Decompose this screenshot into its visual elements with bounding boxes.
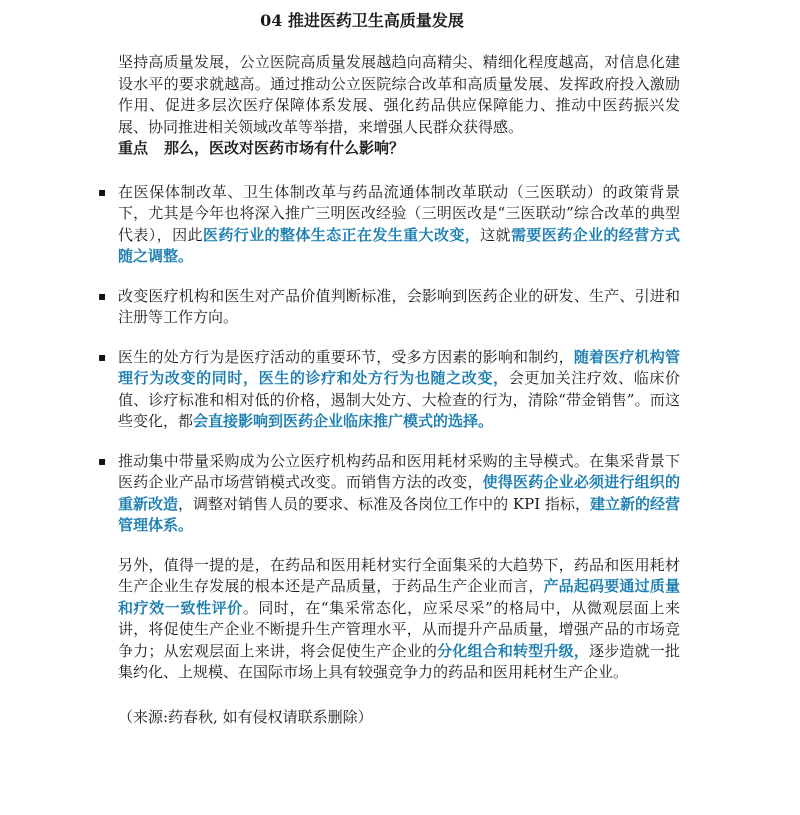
body-text: 改变医疗机构和医生对产品价值判断标准，会影响到医药企业的研发、生产、引进和注册等工作方向。 xyxy=(118,286,680,326)
body-text: 在医保体制改革、卫生体制改革与药品流通体制改革联动（三医联动）的政策背景下，尤其是今年也将深入推广三明医改经验（三明医改是“三医联动”综合改革的典型代表），因此 xyxy=(118,182,680,244)
page-title: 04 推进医药卫生高质量发展 xyxy=(260,11,464,30)
highlighted-text: 医药行业的整体生态正在发生重大改变， xyxy=(202,225,481,244)
bullet-list xyxy=(98,182,680,537)
body-text: 医生的处方行为是医疗活动的重要环节，受多方因素的影响和制约， xyxy=(118,347,574,366)
square-bullet-icon: ▪ xyxy=(98,288,107,303)
body-text: 会更加关注疗效、临床价值、诊疗标准和相对低的价格，遏制大处方、大检查的行为，清除“带金销售”。而这些变化，都 xyxy=(118,369,680,430)
highlighted-text: 会直接影响到医药企业临床推广模式的选择。 xyxy=(193,412,494,430)
square-bullet-icon: ▪ xyxy=(98,453,107,468)
key-point-heading xyxy=(118,138,680,160)
square-bullet-icon: ▪ xyxy=(98,349,107,364)
bullet-text xyxy=(118,182,680,268)
highlighted-text: 需要医药企业的经营方式随之调整。 xyxy=(118,225,680,265)
bullet-text xyxy=(118,451,680,537)
source-note: （来源:药春秋, 如有侵权请联系删除） xyxy=(118,707,373,726)
square-bullet-icon: ▪ xyxy=(98,184,107,199)
bullet-text xyxy=(118,286,680,329)
bullet-item xyxy=(98,347,680,433)
highlighted-text: 使得医药企业必须进行组织的重新改造 xyxy=(118,473,680,513)
body-text: 另外，值得一提的是，在药品和医用耗材实行全面集采的大趋势下，药品和医用耗材生产企业生存发展的根本还是产品质量，于药品生产企业而言， xyxy=(118,555,680,595)
bullet-item xyxy=(98,182,680,268)
highlighted-text: 产品起码要通过质量和疗效一致性评价 xyxy=(118,577,680,617)
bullet-item xyxy=(98,286,680,329)
highlighted-text: 分化组合和转型升级， xyxy=(437,641,589,660)
highlighted-text: 随着医疗机构管理行为改变的同时，医生的诊疗和处方行为也随之改变， xyxy=(118,347,680,387)
intro-paragraph xyxy=(118,52,680,138)
bullet-item xyxy=(98,451,680,537)
bullet-text xyxy=(118,347,680,433)
key-point-question: 那么，医改对医药市场有什么影响？ xyxy=(164,139,405,157)
body-text: 。同时，在“集采常态化，应采尽采”的格局中，从微观层面上来讲，将促使生产企业不断提升生产管理水平，从而提升产品质量，增强产品的市场竞争力；从宏观层面上来讲，将会促使生产企业的 xyxy=(118,598,680,660)
body-text: 推动集中带量采购成为公立医疗机构药品和医用耗材采购的主导模式。在集采背景下医药企业产品市场营销模式改变。而销售方法的改变， xyxy=(118,451,680,491)
highlighted-text: 建立新的经营管理体系。 xyxy=(118,494,680,534)
key-point-label: 重点 xyxy=(118,139,149,157)
body-text: 这就 xyxy=(480,225,511,244)
closing-paragraph xyxy=(118,555,680,684)
body-text: ，调整对销售人员的要求、标准及各岗位工作中的 KPI 指标， xyxy=(178,494,590,513)
body-text: 逐步造就一批集约化、上规模、在国际市场上具有较强竞争力的药品和医用耗材生产企业。 xyxy=(118,641,680,681)
body-text: 坚持高质量发展，公立医院高质量发展越趋向高精尖、精细化程度越高，对信息化建设水平的要求就越高。通过推动公立医院综合改革和高质量发展、发挥政府投入激励作用、促进多层次医疗保障体系发展、强化药品供应保障能力、推动中医药振兴发展、协同推进相关领域改革等举措，来增强人民群众获得感。 xyxy=(118,53,680,136)
